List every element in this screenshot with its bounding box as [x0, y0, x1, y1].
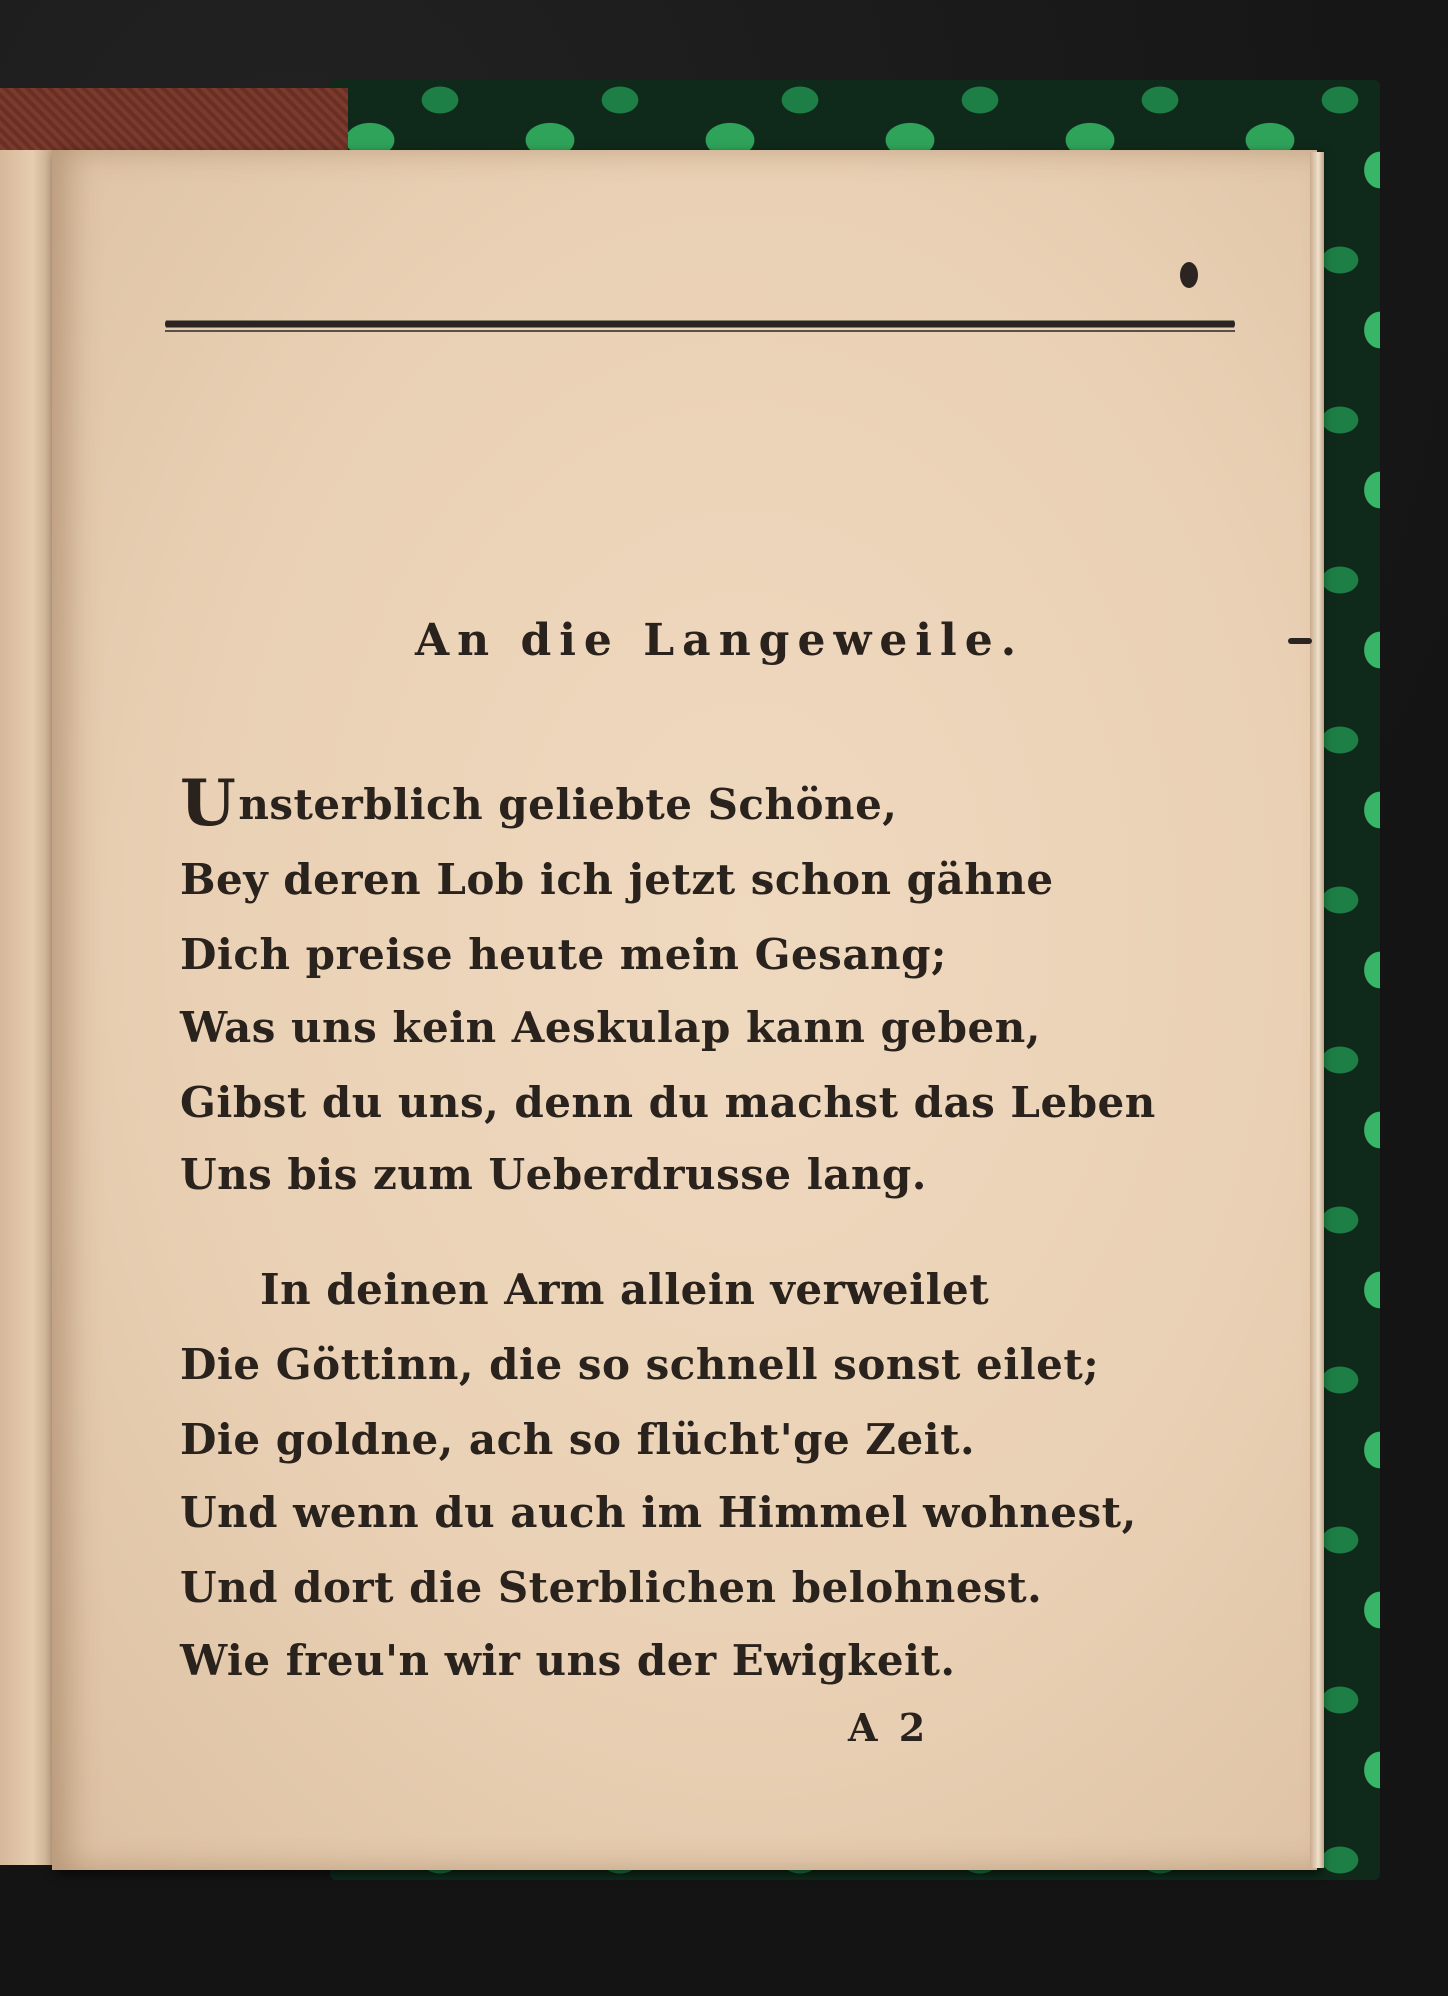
stanza1-line4: Was uns kein Aeskulap kann geben, — [180, 1003, 1041, 1052]
stanza1-line3: Dich preise heute mein Gesang; — [180, 930, 947, 979]
stanza2-line6: Wie freu'n wir uns der Ewigkeit. — [180, 1636, 956, 1685]
ink-spot — [1180, 262, 1198, 288]
stanza1-line1 — [180, 766, 898, 841]
stanza1-line1-text: nsterblich geliebte Schöne, — [238, 780, 898, 829]
header-rule — [165, 318, 1235, 330]
poem-title: An die Langeweile. — [415, 615, 1025, 666]
stanza2-line3: Die goldne, ach so flücht'ge Zeit. — [180, 1415, 976, 1464]
header-rule-thin — [165, 330, 1235, 332]
stanza2-line1: In deinen Arm allein verweilet — [260, 1265, 990, 1314]
left-facing-page — [0, 150, 60, 1865]
drop-cap: U — [180, 766, 237, 841]
stanza2-line4: Und wenn du auch im Himmel wohnest, — [180, 1488, 1137, 1537]
stanza2-line2: Die Göttinn, die so schnell sonst eilet; — [180, 1340, 1100, 1389]
signature-mark: A 2 — [848, 1705, 930, 1750]
stanza2-line5: Und dort die Sterblichen belohnest. — [180, 1563, 1043, 1612]
stanza1-line5: Gibst du uns, denn du machst das Leben — [180, 1078, 1156, 1127]
stanza1-line2: Bey deren Lob ich jetzt schon gähne — [180, 855, 1054, 904]
stanza1-line6: Uns bis zum Ueberdrusse lang. — [180, 1150, 927, 1199]
margin-mark — [1288, 638, 1312, 644]
page-edge — [1310, 152, 1324, 1868]
